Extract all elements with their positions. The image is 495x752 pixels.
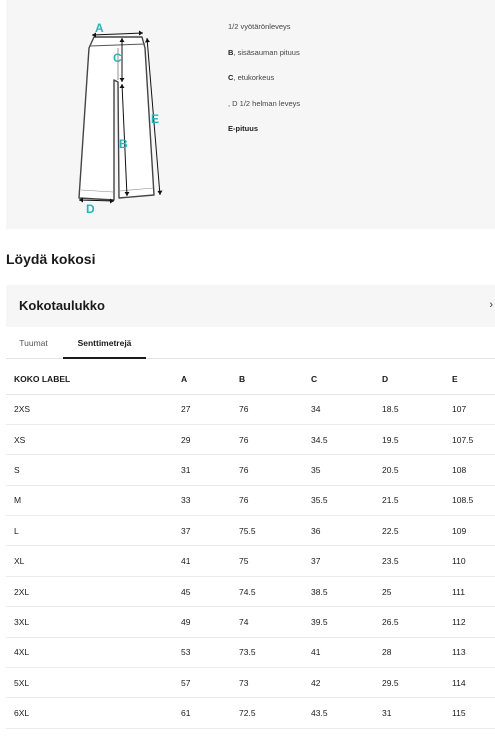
table-cell: 41 bbox=[311, 637, 382, 667]
table-cell: 4XL bbox=[6, 637, 181, 667]
table-cell: 22.5 bbox=[382, 516, 452, 546]
table-cell: 31 bbox=[382, 698, 452, 728]
table-cell: 53 bbox=[181, 637, 239, 667]
pants-diagram-panel bbox=[6, 0, 495, 229]
column-header: B bbox=[239, 364, 311, 394]
table-row bbox=[6, 698, 495, 728]
table-cell: 23.5 bbox=[382, 546, 452, 576]
table-cell: 35 bbox=[311, 455, 382, 485]
table-cell: 76 bbox=[239, 455, 311, 485]
table-cell: 41 bbox=[181, 546, 239, 576]
table-cell: 107 bbox=[452, 394, 495, 424]
table-row bbox=[6, 455, 495, 485]
legend-item-c: C, etukorkeus bbox=[228, 73, 275, 82]
table-cell: 2XS bbox=[6, 394, 181, 424]
table-cell: 34.5 bbox=[311, 424, 382, 454]
table-cell: 115 bbox=[452, 698, 495, 728]
table-cell: 21.5 bbox=[382, 485, 452, 515]
table-cell: L bbox=[6, 516, 181, 546]
table-cell: 72.5 bbox=[239, 698, 311, 728]
table-cell: 28 bbox=[382, 637, 452, 667]
column-header: D bbox=[382, 364, 452, 394]
table-cell: 74 bbox=[239, 607, 311, 637]
table-header-row bbox=[6, 364, 495, 394]
table-cell: 107.5 bbox=[452, 424, 495, 454]
table-cell: 75 bbox=[239, 546, 311, 576]
table-cell: 76 bbox=[239, 485, 311, 515]
table-cell: S bbox=[6, 455, 181, 485]
table-cell: 108.5 bbox=[452, 485, 495, 515]
table-row bbox=[6, 637, 495, 667]
table-cell: 5XL bbox=[6, 668, 181, 698]
table-cell: 37 bbox=[181, 516, 239, 546]
table-cell: 38.5 bbox=[311, 576, 382, 606]
table-cell: 3XL bbox=[6, 607, 181, 637]
size-table bbox=[6, 364, 495, 729]
chevron-right-icon[interactable]: › bbox=[489, 299, 493, 311]
table-cell: 36 bbox=[311, 516, 382, 546]
measurement-legend bbox=[228, 22, 300, 150]
table-cell: 19.5 bbox=[382, 424, 452, 454]
table-cell: XL bbox=[6, 546, 181, 576]
table-cell: 18.5 bbox=[382, 394, 452, 424]
marker-b: B bbox=[119, 137, 128, 151]
legend-item-a: 1/2 vyötärönleveys bbox=[228, 22, 291, 31]
unit-tabs bbox=[6, 333, 495, 359]
tab-centimeters[interactable]: Senttimetrejä bbox=[63, 333, 146, 359]
table-cell: 76 bbox=[239, 394, 311, 424]
table-cell: 112 bbox=[452, 607, 495, 637]
table-row bbox=[6, 424, 495, 454]
table-cell: 26.5 bbox=[382, 607, 452, 637]
find-your-size-heading: Löydä kokosi bbox=[6, 251, 96, 267]
table-cell: 35.5 bbox=[311, 485, 382, 515]
table-cell: 113 bbox=[452, 637, 495, 667]
table-cell: 114 bbox=[452, 668, 495, 698]
marker-e: E bbox=[151, 112, 160, 126]
table-row bbox=[6, 607, 495, 637]
size-chart-accordion-header[interactable] bbox=[6, 285, 495, 327]
table-cell: 33 bbox=[181, 485, 239, 515]
table-cell: 75.5 bbox=[239, 516, 311, 546]
table-row bbox=[6, 394, 495, 424]
table-cell: 43.5 bbox=[311, 698, 382, 728]
legend-item-d: , D 1/2 helman leveys bbox=[228, 98, 301, 108]
table-row bbox=[6, 516, 495, 546]
tab-inches[interactable]: Tuumat bbox=[19, 338, 48, 348]
table-cell: 73 bbox=[239, 668, 311, 698]
marker-a: A bbox=[95, 21, 104, 35]
table-cell: 20.5 bbox=[382, 455, 452, 485]
table-cell: 39.5 bbox=[311, 607, 382, 637]
table-row bbox=[6, 546, 495, 576]
table-row bbox=[6, 668, 495, 698]
table-cell: 29 bbox=[181, 424, 239, 454]
column-header: E bbox=[452, 364, 495, 394]
table-cell: 42 bbox=[311, 668, 382, 698]
legend-item-e: E-pituus bbox=[228, 124, 258, 133]
table-cell: 110 bbox=[452, 546, 495, 576]
column-header: A bbox=[181, 364, 239, 394]
table-cell: 76 bbox=[239, 424, 311, 454]
table-row bbox=[6, 576, 495, 606]
table-row bbox=[6, 485, 495, 515]
table-cell: 29.5 bbox=[382, 668, 452, 698]
column-header: KOKO LABEL bbox=[6, 364, 181, 394]
table-cell: 73.5 bbox=[239, 637, 311, 667]
table-cell: 74.5 bbox=[239, 576, 311, 606]
table-cell: M bbox=[6, 485, 181, 515]
table-cell: 49 bbox=[181, 607, 239, 637]
table-cell: 109 bbox=[452, 516, 495, 546]
table-cell: 37 bbox=[311, 546, 382, 576]
table-cell: 2XL bbox=[6, 576, 181, 606]
size-chart-title: Kokotaulukko bbox=[19, 298, 105, 313]
table-cell: 31 bbox=[181, 455, 239, 485]
marker-d: D bbox=[86, 202, 95, 216]
marker-c: C bbox=[113, 51, 122, 65]
table-cell: 108 bbox=[452, 455, 495, 485]
table-cell: 61 bbox=[181, 698, 239, 728]
table-cell: 27 bbox=[181, 394, 239, 424]
table-cell: 111 bbox=[452, 576, 495, 606]
table-cell: 6XL bbox=[6, 698, 181, 728]
table-cell: 45 bbox=[181, 576, 239, 606]
table-cell: 25 bbox=[382, 576, 452, 606]
table-cell: 57 bbox=[181, 668, 239, 698]
legend-item-b: B, sisäsauman pituus bbox=[228, 47, 300, 57]
column-header: C bbox=[311, 364, 382, 394]
table-cell: 34 bbox=[311, 394, 382, 424]
table-cell: XS bbox=[6, 424, 181, 454]
